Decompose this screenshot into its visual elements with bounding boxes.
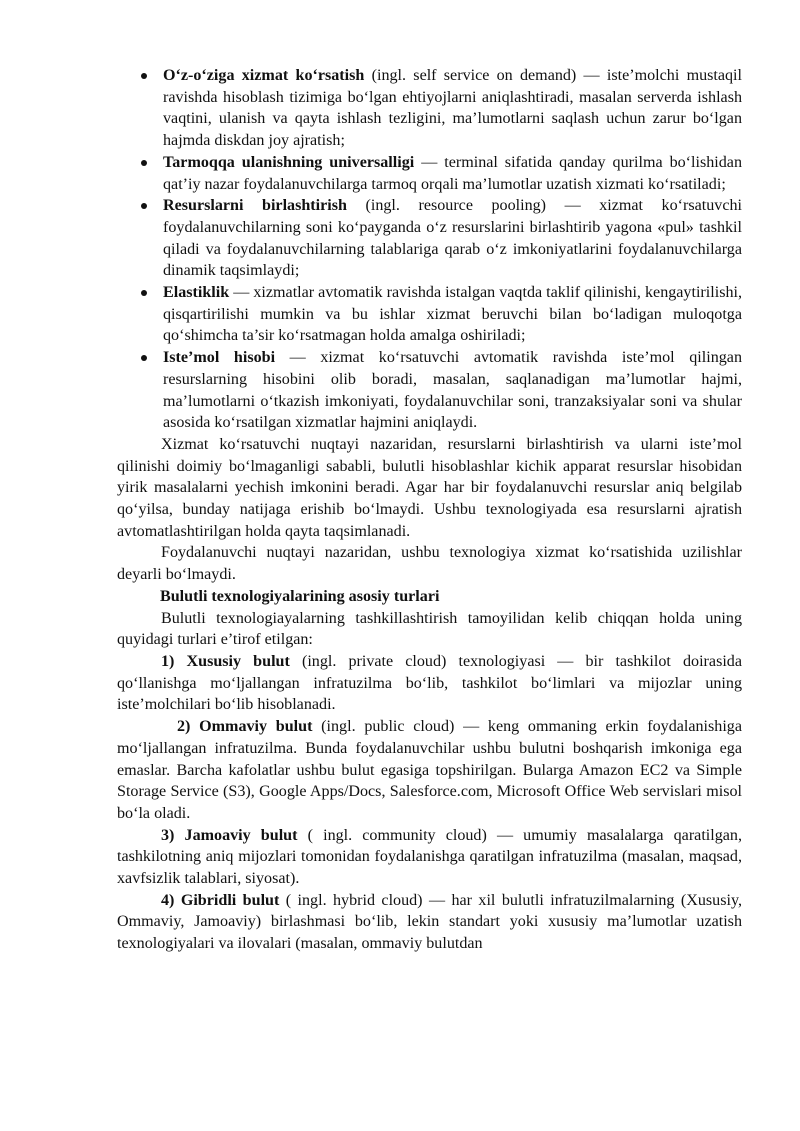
- type-term: 2) Ommaviy bulut: [177, 718, 313, 736]
- paragraph-provider-view: Xizmat ko‘rsatuvchi nuqtayi nazaridan, resurslarni birlashtirish va ularni iste’mol qilinishi doimiy bo‘lmaganligi sababli, bulutli hisoblashlar kichik apparat resurslar hisobidan yirik masalalarni yechish imkonini beradi. Agar har bir foydalanuvchi resurslar aniq belgilab qo‘yilsa, bunday natijaga erishib bo‘lmaydi. Ushbu texnologiyada esa resurslarni ajratish avtomatlashtirilgan holda qayta taqsimlanadi.: [117, 435, 742, 540]
- item-term: Resurslarni birlashtirish: [163, 197, 347, 215]
- item-text: (ingl. self service on demand) — iste’molchi mustaqil ravishda hisoblash tizimiga bo‘lgan ehtiyojlarni aniqlashtiradi, masalan serverda ishlash vaqtini, ulanish va qayta ishlash tezligini, ma’lumotlarni saqlash uchun zarur bo‘lgan hajmda diskdan joy ajratish;: [163, 67, 743, 150]
- bullet-icon: [141, 290, 147, 296]
- item-text: — terminal sifatida qanday qurilma bo‘lishidan qat’iy nazar foydalanuvchilarga tarmoq orqali ma’lumotlar uzatish xizmati ko‘rsatiladi;: [163, 153, 742, 193]
- section-heading: Bulutli texnologiyalarining asosiy turlari: [160, 587, 440, 605]
- list-item-resource-pooling: [117, 195, 742, 282]
- type-text: (ingl. public cloud) — keng ommaning erkin foydalanishiga mo‘ljallangan infratuzilma. Bunda foydalanuvchilar ushbu bulutni boshqarish imkoniga ega emaslar. Barcha kafolatlar ushbu bulut egasiga topshirilgan. Bularga Amazon EC2 va Simple Storage Service (S3), Google Apps/Docs, Salesforce.com, Microsoft Office Web servislari misol bo‘la oladi.: [117, 718, 742, 822]
- paragraph-user-view: Foydalanuvchi nuqtayi nazaridan, ushbu texnologiya xizmat ko‘rsatishida uzilishlar deyarli bo‘lmaydi.: [117, 544, 742, 584]
- item-term: Tarmoqqa ulanishning universalligi: [163, 153, 415, 171]
- type-term: 3) Jamoaviy bulut: [161, 826, 298, 844]
- type-term: 4) Gibridli bulut: [161, 891, 280, 909]
- bullet-icon: [141, 355, 147, 361]
- item-term: Elastiklik: [163, 284, 230, 302]
- document-body: [117, 65, 742, 955]
- cloud-type-community: [117, 825, 742, 890]
- list-item-self-service: [117, 65, 742, 152]
- list-item-measured-service: [117, 347, 742, 434]
- type-term: 1) Xususiy bulut: [161, 652, 290, 670]
- item-term: O‘z-o‘ziga xizmat ko‘rsatish: [163, 67, 365, 84]
- type-text: ( ingl. hybrid cloud) — har xil bulutli infratuzilmalarning (Xususiy, Ommaviy, Jamoaviy) birlashmasi bo‘lib, lekin standart yoki xususiy ma’lumotlar uzatish texnologiyalari va ilovalari (masalan, ommaviy bulutdan: [117, 891, 742, 953]
- item-text: (ingl. resource pooling) — xizmat ko‘rsatuvchi foydalanuvchilarning soni ko‘payganda o‘z resurslarini birlashtirib yagona «pul» tashkil qiladi va foydalanuvchilarning talablariga qarab o‘z imkoniyatlarini foydalanuvchilarga dinamik taqsimlaydi;: [163, 197, 742, 280]
- type-text: ( ingl. community cloud) — umumiy masalalarga qaratilgan, tashkilotning aniq mijozlari tomonidan foydalanishga qaratilgan infratuzilma (masalan, maqsad, xavfsizlik talablari, siyosat).: [117, 826, 742, 888]
- list-item-network-access: [117, 152, 742, 195]
- cloud-type-hybrid: [117, 890, 742, 955]
- paragraph-intro: Bulutli texnologiayalarning tashkillashtirish tamoyilidan kelib chiqqan holda uning quyidagi turlari e’tirof etilgan:: [117, 609, 742, 649]
- item-text: — xizmatlar avtomatik ravishda istalgan vaqtda taklif qilinishi, kengaytirilishi, qisqartirilishi mumkin va bu ishlar xizmat beruvchi bilan bo‘ladigan muloqotga qo‘shimcha ta’sir ko‘rsatmagan holda amalga oshiriladi;: [163, 284, 742, 345]
- type-text: (ingl. private cloud) texnologiyasi — bir tashkilot doirasida qo‘llanishga mo‘ljallangan infratuzilma bo‘lib, tashkilot bo‘limlari va mijozlar uning iste’molchilari bo‘lib hisoblanadi.: [117, 652, 742, 714]
- bullet-icon: [141, 73, 147, 79]
- item-text: — xizmat ko‘rsatuvchi avtomatik ravishda iste’mol qilingan resurslarning hisobini olib boradi, masalan, saqlanadigan ma’lumotlar hajmi, ma’lumotlarni o‘tkazish imkoniyati, foydalanuvchilar soni, tranzaksiyalar soni va shular asosida ko‘rsatilgan xizmatlar hajmini aniqlaydi.: [163, 349, 742, 432]
- cloud-type-public: [117, 716, 742, 825]
- list-item-elasticity: [117, 282, 742, 347]
- cloud-features-list: [117, 65, 742, 434]
- bullet-icon: [141, 160, 147, 166]
- item-term: Iste’mol hisobi: [163, 349, 276, 367]
- cloud-type-private: [117, 651, 742, 716]
- bullet-icon: [141, 203, 147, 209]
